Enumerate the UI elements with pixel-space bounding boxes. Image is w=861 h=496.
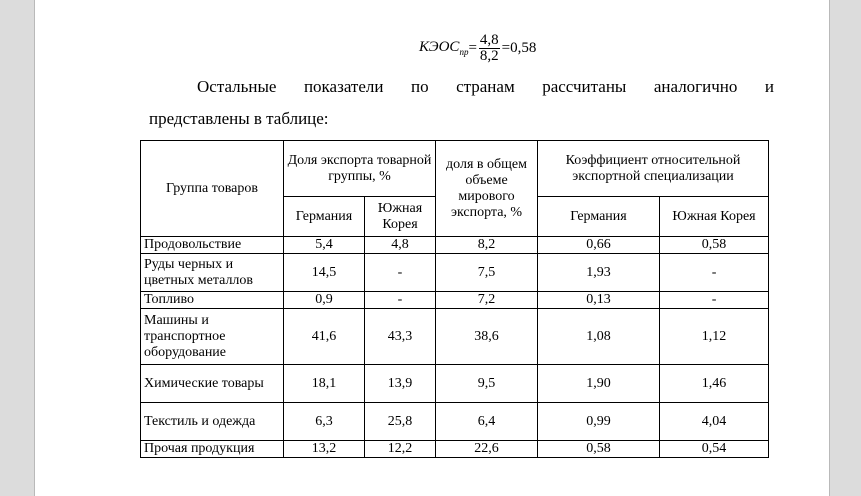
cell-coef-korea: 4,04: [660, 403, 769, 441]
cell-coef-korea: -: [660, 254, 769, 292]
formula-fraction: [479, 33, 500, 64]
formula: [419, 30, 536, 66]
cell-germany: 14,5: [284, 254, 365, 292]
cell-germany: 18,1: [284, 365, 365, 403]
cell-world: 8,2: [436, 237, 538, 254]
cell-world: 38,6: [436, 309, 538, 365]
cell-world: 6,4: [436, 403, 538, 441]
cell-group: Текстиль и одежда: [141, 403, 284, 441]
cell-coef-korea: 0,58: [660, 237, 769, 254]
cell-coef-korea: 1,46: [660, 365, 769, 403]
cell-coef-germany: 1,90: [538, 365, 660, 403]
formula-lhs: $КЭОС_{пр}$: [419, 39, 469, 57]
cell-coef-korea: 0,54: [660, 441, 769, 458]
cell-coef-germany: 1,93: [538, 254, 660, 292]
cell-korea: 25,8: [365, 403, 436, 441]
cell-germany: 5,4: [284, 237, 365, 254]
cell-coef-germany: 0,99: [538, 403, 660, 441]
cell-group: Руды черных и цветных металлов: [141, 254, 284, 292]
cell-coef-germany: 0,58: [538, 441, 660, 458]
table-row: [141, 365, 769, 403]
cell-group: Машины и транспортное оборудование: [141, 309, 284, 365]
table-row: [141, 403, 769, 441]
cell-world: 7,2: [436, 292, 538, 309]
header-germany-coef: Германия: [538, 197, 660, 237]
formula-result: 0,58: [510, 39, 537, 56]
formula-numerator: 4,8: [479, 31, 499, 48]
header-share: Доля экспорта товарной группы, %: [284, 141, 436, 197]
cell-group: Продовольствие: [141, 237, 284, 254]
cell-coef-germany: 1,08: [538, 309, 660, 365]
header-world-share: доля в общем объеме мирового экспорта, %: [436, 141, 538, 237]
header-coefficient: Коэффициент относительной экспортной специализации: [538, 141, 769, 197]
table-row: [141, 237, 769, 254]
header-korea: Южная Корея: [365, 197, 436, 237]
export-table: [140, 140, 769, 458]
cell-coef-korea: -: [660, 292, 769, 309]
cell-korea: 43,3: [365, 309, 436, 365]
header-germany: Германия: [284, 197, 365, 237]
cell-germany: 6,3: [284, 403, 365, 441]
cell-world: 22,6: [436, 441, 538, 458]
header-group: Группа товаров: [141, 141, 284, 237]
header-row-1: [141, 141, 769, 197]
cell-world: 7,5: [436, 254, 538, 292]
cell-germany: 13,2: [284, 441, 365, 458]
cell-group: Химические товары: [141, 365, 284, 403]
paragraph-line-1: Остальные показатели по странам рассчитаны аналогично и: [197, 77, 774, 96]
header-korea-coef: Южная Корея: [660, 197, 769, 237]
formula-subscript: пр: [459, 47, 469, 57]
table-row: [141, 292, 769, 309]
cell-germany: 41,6: [284, 309, 365, 365]
formula-equals-2: =: [501, 39, 511, 56]
cell-germany: 0,9: [284, 292, 365, 309]
formula-equals: =: [468, 39, 477, 56]
cell-group: Прочая продукция: [141, 441, 284, 458]
cell-korea: 12,2: [365, 441, 436, 458]
table-row: [141, 441, 769, 458]
cell-korea: -: [365, 292, 436, 309]
cell-korea: -: [365, 254, 436, 292]
table-row: [141, 309, 769, 365]
cell-korea: 13,9: [365, 365, 436, 403]
document-page: [34, 0, 830, 496]
cell-group: Топливо: [141, 292, 284, 309]
cell-world: 9,5: [436, 365, 538, 403]
paragraph-line-2: представлены в таблице:: [149, 109, 329, 128]
cell-coef-germany: 0,66: [538, 237, 660, 254]
formula-denominator: 8,2: [479, 47, 499, 64]
cell-korea: 4,8: [365, 237, 436, 254]
cell-coef-germany: 0,13: [538, 292, 660, 309]
table-row: [141, 254, 769, 292]
cell-coef-korea: 1,12: [660, 309, 769, 365]
